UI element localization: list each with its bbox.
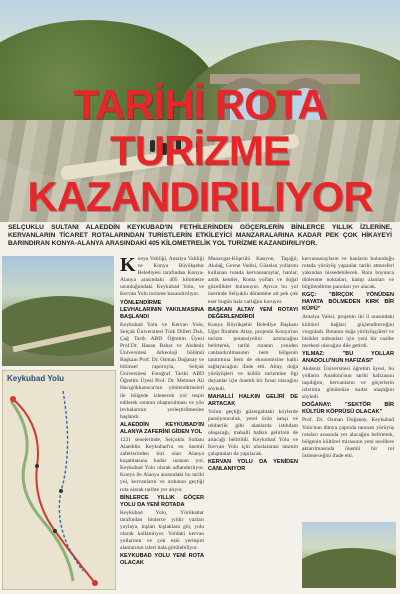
subheading: YILMAZ: "BU YOLLAR ANADOLU'NUN HAFIZASI" bbox=[302, 350, 394, 364]
subheading: MAHALLİ HALKIN GELİRİ DE ARTACAK bbox=[208, 393, 298, 407]
subheading: BİNLERCE YILLIK GÖÇER YOLU DA YENİ ROTADA bbox=[120, 494, 204, 508]
paragraph: Akdeniz Üniversitesi öğretim üyesi, bu yolların Anadolu'nun tarihi hafızasını taşıdığını, kervanların ve göçerlerin izlerinin günümüze kadar ulaştığını söyledi. bbox=[302, 365, 394, 401]
paragraph: Antalya Valisi, projenin iki il arasındaki kültürel bağları güçlendireceğini vurguladı. Rotanın doğa yürüyüşçüleri ve bisiklet tutkunları için yeni bir cazibe merkezi olacağını dile getirdi. bbox=[302, 314, 394, 349]
paragraph: Keykubad Yolu, Yörükatlar tarafından binlerce yıldır yazları yaylaya, kışları kışlaklara göç yolu olarak kullanılıyor. Yoldaki kervan yollarının ve çok eski yerleşim alanlarının izleri hala görülebiliyor. bbox=[120, 509, 204, 552]
article-column-3 bbox=[302, 256, 394, 461]
intro-paragraph bbox=[120, 256, 204, 299]
subheading: DOĞANAY: "SEKTÖR BİR KÜLTÜR KÖPRÜSÜ OLACAK" bbox=[302, 402, 394, 416]
headline-line-1: TARİHİ ROTA bbox=[73, 81, 327, 128]
article-column-2 bbox=[208, 256, 298, 474]
paragraph: Prof. Dr. Osman Doğanay, Keykubad Yolu'nun dünya çapında tanınan yürüyüş rotaları arasında yer alacağını belirterek, bölgenin kültürel mirasının yeni nesillere aktarılmasında önemli bir rol üstleneceğini ifade etti. bbox=[302, 417, 394, 459]
paragraph: Konya Büyükşehir Belediye Başkanı Uğur İbrahim Altay, projenin Konya'nın turizm potansiyelini artıracağını belirterek, tarihi rotanın yeniden canlandırılmasının hem bölgenin tanıtımına hem de ekonomisine katkı sağlayacağını ifade etti. Altay, doğa yürüyüşleri ve kültür turizmine ilgi duyanlar için önemli bir fırsat olacağını söyledi. bbox=[208, 321, 298, 392]
article-column-1 bbox=[120, 256, 204, 568]
paragraph: 1221 senelerinde, Selçuklu Sultanı Alaeddin Keykubad'ın en önemli zaferlerinden biri olan Alanya kuşatmasına kadar uzanan yol, Keykubad Yolu olarak adlandırılıyor. Konya ile Alanya arasındaki bu tarihi yol, kervanların ve ordunun geçtiği rota olarak tarihte yer alıyor. bbox=[120, 436, 204, 493]
subheading: YÖNLENDİRME LEVHALARININ YAKILMASINA BAŞLANDI bbox=[120, 299, 204, 320]
photo-hill bbox=[302, 548, 396, 588]
headline-line-3: KAZANDIRILIYOR bbox=[27, 173, 373, 220]
paragraph: Yolun geçtiği güzergahtaki köylerde pansiyonculuk, yerel ürün satışı ve rehberlik gibi alanlarda istihdam oluşacağı, mahalli halkın gelirinin de artacağı belirtildi. Keykubad Yolu ve Kervan Yolu için uluslararası tanıtım çalışmaları da yapılacak. bbox=[208, 408, 298, 458]
headline-line-2: TURİZME bbox=[110, 127, 290, 174]
subheading: KERVAN YOLU DA YENİDEN CANLANIYOR bbox=[208, 459, 298, 473]
map-title: Keykubad Yolu bbox=[7, 374, 65, 383]
paragraph: kervansarayların ve hanların bulunduğu rotada yürüyüş yapanlar tarihi atmosferi yakından hissedebilecek. Rota boyunca dinlenme noktaları, kamp alanları ve bilgilendirme panoları yer alacak. bbox=[302, 256, 394, 291]
paragraph: Keykubad Yolu ve Kervan Yolu, Selçuk Üniversitesi Türk Dilleri Dalı, Çağ Tarih ABD Öğretim Üyesi Prof.Dr. Hasan Bahar ve Akdeniz Üniversitesi Arkeoloji bölümü Başkanı Prof. Dr. Osman Doğanay ve bilimsel raporuyla, Selçuk Üniversitesi Fotoğraf Tarihi ABD Öğretim Üyesi Prof. Dr. Mehmet Ali Hacıgökkanoca'nın yönlendirmeleri ile bölgede izlenecek yol tespit edilerek rotanın oluşturulması ve yön levhalarının yerleştirilmesine başlandı. bbox=[120, 321, 204, 420]
hiking-trail-photo bbox=[2, 256, 114, 366]
subheading: BAŞKAN ALTAY YENİ ROTAYI DEĞERLENDİRDİ bbox=[208, 306, 298, 320]
route-map-graphic bbox=[3, 371, 116, 590]
subheading: ALAEDDİN KEYKUBAD'IN ALANYA ZAFERİNİ GİDEN YOL bbox=[120, 421, 204, 435]
headline bbox=[0, 82, 400, 220]
drop-cap: K bbox=[120, 254, 136, 276]
landscape-photo bbox=[302, 522, 396, 588]
subheading: KGÇ: "BİRÇOK YÖNÜDEN HAYATA BÖLMEDEN KIRK BİR KÜPÜ" bbox=[302, 292, 394, 313]
spot-text: SELÇUKLU SULTANI ALAEDDİN KEYKUBAD'IN FETHİLERİNDEN GÖÇERLERİN BİNLERCE YILLIK İZLERİNE, KERVANLARIN TİCARET ROTALARINDAN TURİSTLERİN ETKİLEYİCİ MANZARALARINA KADAR PEK ÇOK HİKAYEYİ BARINDIRAN KONYA-ALANYA ARASINDAKİ 405 KİLOMETRELİK YOL TURİZME KAZANDIRILIYOR. bbox=[8, 224, 392, 247]
paragraph: Manavgat-Köprülü Kanyon, Taşağıl, Akdağ, Gevne Vadisi, Güzelsu yollarını kullanan rotada kervansaraylar, hanlar, antik kentler, Roma yolları ve doğal güzellikler bulunuyor. Ayrıca bu yol üzerinde Selçuklu dönemine ait pek çok eser bugün hala varlığını koruyor. bbox=[208, 256, 298, 305]
route-map bbox=[2, 370, 116, 590]
subheading: KEYKUBAD YOLU YENİ ROTA OLACAK bbox=[120, 553, 204, 567]
intro-text: onya Valiliği, Antalya Valiliği ve Konya Büyükşehir Belediyesi tarafından Konya-Alanya arasındaki 405 kilometre uzunluğundaki Keykubad Yolu, ve Kervan Yolu turizme kazandırılıyor. bbox=[120, 256, 204, 298]
